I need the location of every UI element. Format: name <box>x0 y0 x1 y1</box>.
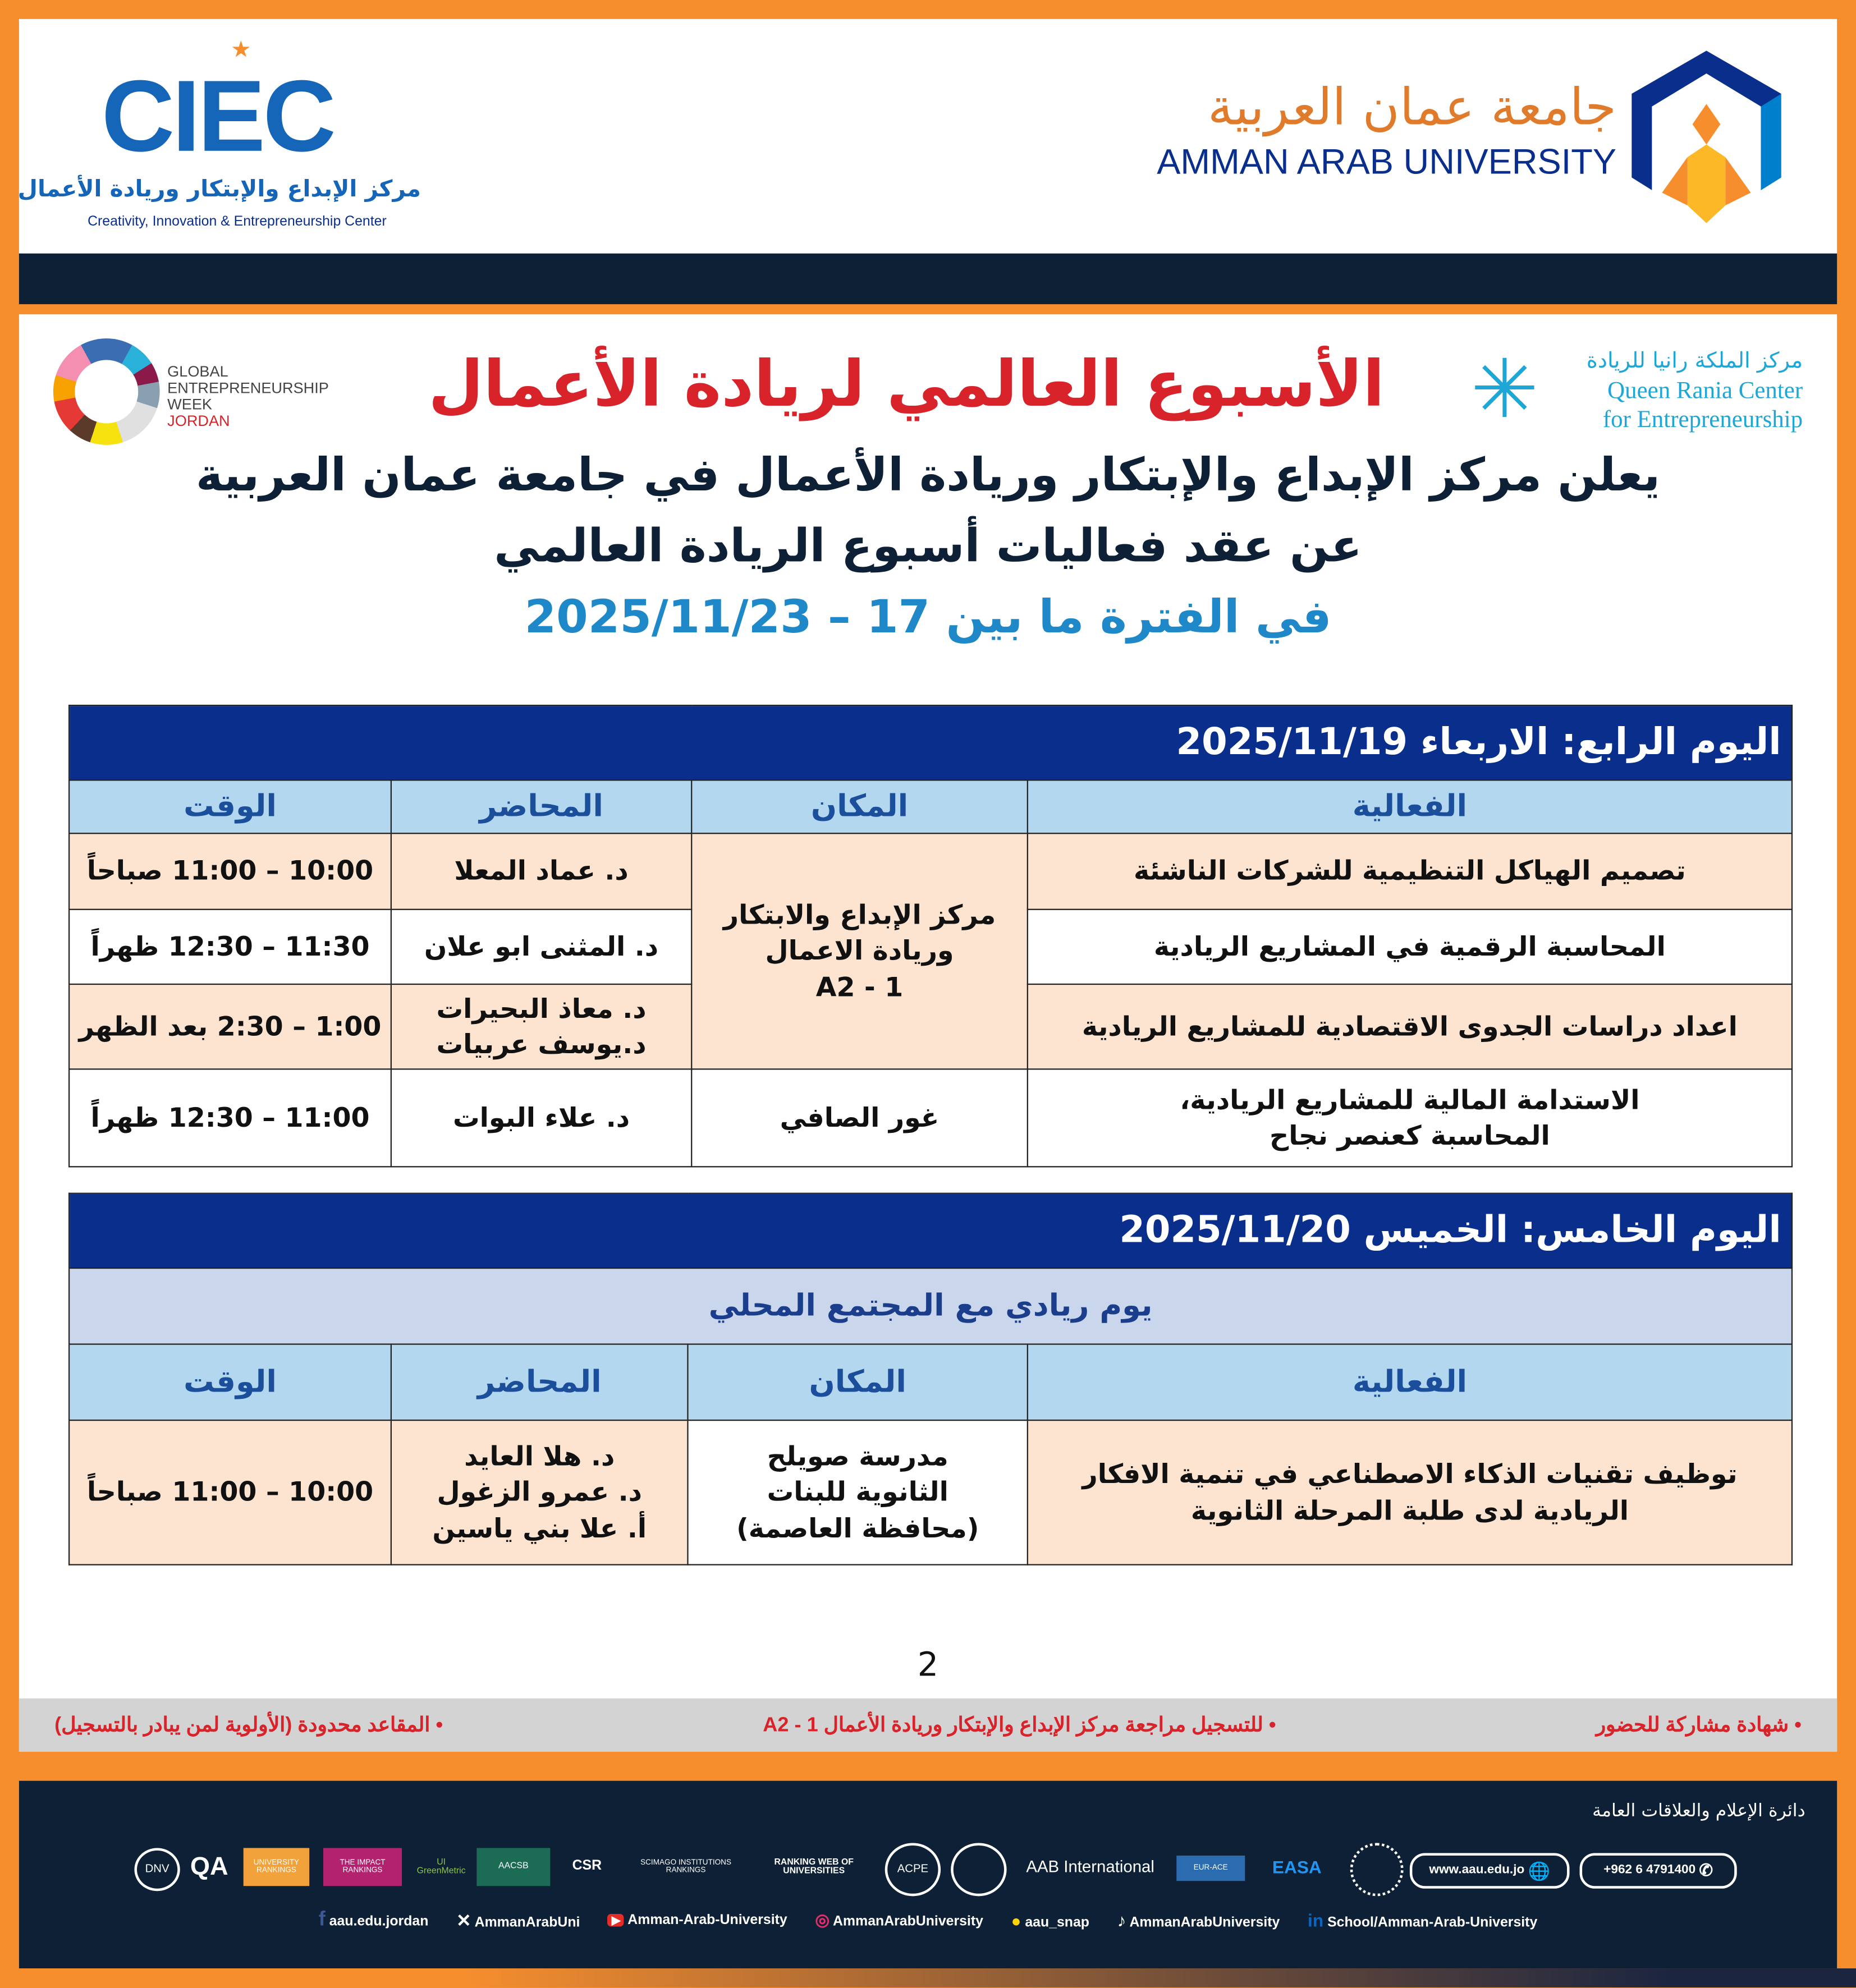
notes-row <box>19 1698 1837 1752</box>
day5-schedule-table <box>68 1193 1793 1565</box>
lecturer-line-3: أ. علا بني ياسين <box>432 1513 647 1544</box>
column-activity: الفعالية <box>1028 1344 1792 1421</box>
announcement-line-2: عن عقد فعاليات أسبوع الريادة العالمي <box>494 521 1362 573</box>
table-row <box>69 833 1792 910</box>
column-activity: الفعالية <box>1028 780 1792 833</box>
time-cell: 11:30 – 12:30 ظهراً <box>69 910 391 984</box>
time-cell: 1:00 – 2:30 بعد الظهر <box>69 984 391 1069</box>
activity-cell <box>1028 1420 1792 1565</box>
social-tiktok[interactable] <box>1117 1910 1280 1930</box>
day5-subtitle: يوم ريادي مع المجتمع المحلي <box>69 1268 1792 1344</box>
activity-cell <box>1028 1069 1792 1167</box>
social-linkedin[interactable] <box>1308 1910 1537 1930</box>
accreditation-logo-seal-icon <box>951 1843 1006 1896</box>
place-cell <box>691 833 1028 1069</box>
event-date-range: في الفترة ما بين 17 – 2025/11/23 <box>524 591 1332 644</box>
lecturer-line-2: د. عمرو الزغول <box>437 1477 642 1508</box>
column-place: المكان <box>688 1344 1028 1421</box>
note-registration: • للتسجيل مراجعة مركز الإبداع والإبتكار وريادة الأعمال A2 - 1 <box>763 1715 1276 1737</box>
accreditation-logo-eurace: EUR-ACE <box>1176 1856 1245 1881</box>
column-time: الوقت <box>69 780 391 833</box>
social-snapchat[interactable] <box>1011 1911 1089 1930</box>
gew-line-3: WEEK <box>167 395 213 414</box>
accreditation-logo-qa: QA <box>190 1852 228 1881</box>
lecturer-line-1: د. معاذ البحيرات <box>436 993 647 1024</box>
accreditation-logo-greenmetric: UI GreenMetric <box>416 1857 466 1876</box>
university-logo <box>1116 50 1788 228</box>
social-facebook[interactable] <box>319 1909 429 1932</box>
note-seats-text: المقاعد محدودة (الأولوية لمن يبادر بالتسجيل) <box>54 1715 430 1737</box>
lecturer-cell <box>391 1420 688 1565</box>
qrce-star-icon: ✳ <box>1470 343 1539 438</box>
activity-cell: تصميم الهياكل التنظيمية للشركات الناشئة <box>1028 833 1792 910</box>
qrce-arabic: مركز الملكة رانيا للريادة <box>1586 348 1803 374</box>
university-name-arabic: جامعة عمان العربية <box>1207 79 1617 137</box>
social-links <box>19 1909 1837 1932</box>
website-link[interactable] <box>1410 1853 1570 1889</box>
place-line-3: A2 - 1 <box>815 971 904 1003</box>
footer-department: دائرة الإعلام والعلاقات العامة <box>1592 1801 1805 1822</box>
linkedin-icon: in <box>1308 1910 1324 1931</box>
time-cell: 10:00 – 11:00 صباحاً <box>69 1420 391 1565</box>
activity-cell: المحاسبة الرقمية في المشاريع الريادية <box>1028 910 1792 984</box>
social-youtube[interactable] <box>608 1913 787 1928</box>
accreditation-logo-csr: CSR <box>572 1858 602 1874</box>
cyec-logo-arabic: مركز الإبداع والإبتكار وريادة الأعمال <box>17 176 421 203</box>
gew-ring-center <box>75 360 138 424</box>
accreditation-logo-aab: AAB International <box>1026 1857 1154 1876</box>
accreditation-in-progress-icon <box>1350 1843 1404 1896</box>
gew-line-1: GLOBAL <box>167 362 228 380</box>
gew-line-4: JORDAN <box>167 412 230 430</box>
lecturer-line-2: د.يوسف عربيات <box>436 1029 647 1060</box>
accreditation-logo-acpe: ACPE <box>885 1843 941 1896</box>
social-handle: aau.edu.jordan <box>329 1913 429 1930</box>
lecturer-line-1: د. هلا العايد <box>464 1441 615 1472</box>
social-handle: School/Amman-Arab-University <box>1327 1915 1538 1931</box>
table-row <box>69 1069 1792 1167</box>
website-text: www.aau.edu.jo <box>1429 1863 1525 1877</box>
note-registration-text: للتسجيل مراجعة مركز الإبداع والإبتكار وريادة الأعمال A2 - 1 <box>763 1715 1263 1737</box>
cyec-star-icon: ★ <box>231 36 251 63</box>
event-title: الأسبوع العالمي لريادة الأعمال <box>428 347 1385 421</box>
gew-logo <box>53 338 345 447</box>
x-icon: ✕ <box>456 1909 471 1930</box>
note-certificate: • شهادة مشاركة للحضور <box>1596 1715 1802 1737</box>
cyec-logo-letters: CIEC <box>101 59 334 173</box>
cyec-logo-english: Creativity, Innovation & Entrepreneurship Center <box>88 214 387 229</box>
column-lecturer: المحاضر <box>391 1344 688 1421</box>
social-instagram[interactable] <box>815 1910 983 1930</box>
facebook-icon: f <box>318 1908 326 1931</box>
place-line-3: (محافظة العاصمة) <box>736 1513 979 1544</box>
globe-icon: 🌐 <box>1528 1860 1550 1881</box>
accreditation-logo-aacsb: AACSB <box>476 1848 550 1886</box>
day4-schedule-table <box>68 705 1793 1167</box>
place-line-1: مركز الإبداع والابتكار <box>723 899 996 930</box>
accreditation-logo-scimago: SCIMAGO INSTITUTIONS RANKINGS <box>640 1859 731 1875</box>
gew-line-2: ENTREPRENEURSHIP <box>167 379 329 397</box>
social-handle: AmmanArabUniversity <box>1129 1915 1280 1931</box>
time-cell: 10:00 – 11:00 صباحاً <box>69 833 391 910</box>
activity-line-2: الريادية لدى طلبة المرحلة الثانوية <box>1190 1495 1629 1526</box>
note-certificate-text: شهادة مشاركة للحضور <box>1596 1715 1789 1737</box>
snapchat-icon: ● <box>1011 1911 1021 1930</box>
lecturer-cell <box>391 984 691 1069</box>
qrce-logo <box>1470 342 1813 444</box>
qrce-english-2: for Entrepreneurship <box>1602 407 1803 434</box>
day5-title: اليوم الخامس: الخميس 2025/11/20 <box>69 1193 1792 1268</box>
lecturer-cell: د. عماد المعلا <box>391 833 691 910</box>
gew-text <box>167 364 329 429</box>
column-lecturer: المحاضر <box>391 780 691 833</box>
phone-link[interactable] <box>1580 1853 1737 1889</box>
university-name-english: AMMAN ARAB UNIVERSITY <box>1157 141 1617 182</box>
day4-title: اليوم الرابع: الاربعاء 2025/11/19 <box>69 705 1792 780</box>
social-x[interactable] <box>456 1909 580 1931</box>
tiktok-icon: ♪ <box>1117 1910 1126 1931</box>
announcement-line-1: يعلن مركز الإبداع والإبتكار وريادة الأعمال في جامعة عمان العربية <box>195 449 1661 502</box>
place-line-2: وريادة الاعمال <box>765 935 954 967</box>
column-time: الوقت <box>69 1344 391 1421</box>
bottom-gradient-strip <box>0 1968 1856 1987</box>
accreditation-logo-easa: EASA <box>1272 1856 1322 1877</box>
lecturer-cell: د. المثنى ابو علان <box>391 910 691 984</box>
phone-text: +962 6 4791400 <box>1603 1863 1696 1877</box>
column-place: المكان <box>691 780 1028 833</box>
activity-line-1: توظيف تقنيات الذكاء الاصطناعي في تنمية الافكار <box>1082 1459 1738 1490</box>
social-handle: aau_snap <box>1025 1914 1089 1930</box>
time-cell: 11:00 – 12:30 ظهراً <box>69 1069 391 1167</box>
instagram-icon: ◎ <box>815 1910 830 1930</box>
social-handle: AmmanArabUniversity <box>833 1913 983 1930</box>
note-seats: • المقاعد محدودة (الأولوية لمن يبادر بالتسجيل) <box>54 1715 443 1737</box>
place-cell: غور الصافي <box>691 1069 1028 1167</box>
lecturer-cell: د. علاء البوات <box>391 1069 691 1167</box>
youtube-icon: ▶ <box>608 1914 624 1927</box>
university-emblem-icon <box>1632 50 1781 226</box>
social-handle: Amman-Arab-University <box>627 1912 787 1928</box>
accreditation-logo-qs: UNIVERSITY RANKINGS <box>244 1848 309 1886</box>
table-row <box>69 1420 1792 1565</box>
social-handle: AmmanArabUni <box>474 1914 580 1930</box>
accreditation-logo-webometrics: RANKING WEB OF UNIVERSITIES <box>774 1857 854 1876</box>
accreditation-logo-the: THE IMPACT RANKINGS <box>323 1848 402 1886</box>
place-line-1: مدرسة صويلح <box>767 1441 948 1472</box>
accreditation-logo-dnv: DNV <box>134 1848 180 1891</box>
header-divider-bar <box>19 254 1837 304</box>
place-cell <box>688 1420 1028 1565</box>
place-line-2: الثانوية للبنات <box>767 1477 948 1508</box>
qrce-english-1: Queen Rania Center <box>1607 378 1803 405</box>
activity-cell: اعداد دراسات الجدوى الاقتصادية للمشاريع الريادية <box>1028 984 1792 1069</box>
activity-line-1: الاستدامة المالية للمشاريع الريادية، <box>1180 1084 1640 1115</box>
page-number: 2 <box>917 1646 939 1685</box>
phone-icon: ✆ <box>1699 1861 1713 1880</box>
activity-line-2: المحاسبة كعنصر نجاح <box>1270 1120 1550 1151</box>
cyec-logo <box>17 36 431 241</box>
